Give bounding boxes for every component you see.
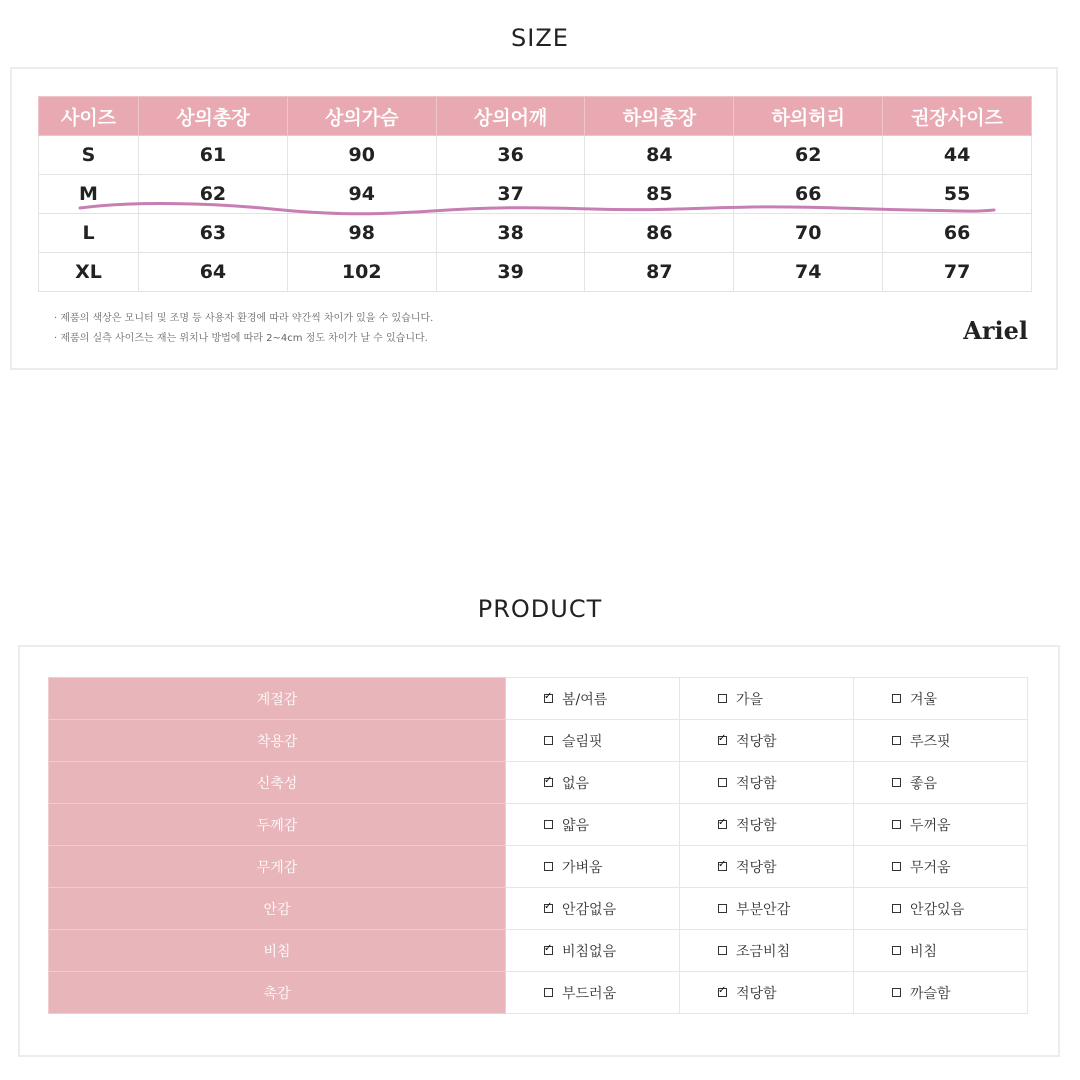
product-option-label: 안감없음 (562, 901, 617, 918)
product-option (680, 888, 854, 930)
size-cell: 39 (436, 253, 585, 292)
product-option-label: 안감있음 (910, 901, 965, 918)
product-row (49, 678, 1028, 720)
size-cell: 74 (734, 253, 883, 292)
size-header-cell: 상의총장 (139, 97, 288, 136)
product-row (49, 930, 1028, 972)
size-cell: 86 (585, 214, 734, 253)
product-option-label: 얇음 (562, 817, 590, 834)
unchecked-box-icon (892, 820, 901, 829)
unchecked-box-icon (544, 736, 553, 745)
product-option-label: 까슬함 (910, 985, 951, 1002)
size-notes (54, 309, 433, 349)
size-header-cell: 하의총장 (585, 97, 734, 136)
product-option (854, 930, 1028, 972)
unchecked-box-icon (718, 778, 727, 787)
product-attribute-label: 안감 (49, 888, 506, 930)
product-option-label: 좋음 (910, 775, 938, 792)
size-table-header-row (39, 97, 1032, 136)
size-cell: 90 (287, 136, 436, 175)
product-option (854, 888, 1028, 930)
unchecked-box-icon (892, 736, 901, 745)
size-cell: 84 (585, 136, 734, 175)
size-cell: 64 (139, 253, 288, 292)
product-option (680, 762, 854, 804)
product-option (506, 678, 680, 720)
product-option-label: 비침없음 (562, 943, 617, 960)
size-cell: 77 (883, 253, 1032, 292)
size-cell: M (39, 175, 139, 214)
unchecked-box-icon (718, 946, 727, 955)
product-option-label: 없음 (562, 775, 590, 792)
unchecked-box-icon (544, 820, 553, 829)
size-cell: 98 (287, 214, 436, 253)
product-attribute-label: 계절감 (49, 678, 506, 720)
product-row (49, 762, 1028, 804)
checked-box-icon (544, 778, 553, 787)
product-option-label: 적당함 (736, 817, 777, 834)
product-option (854, 720, 1028, 762)
product-option (506, 972, 680, 1014)
product-attribute-label: 비침 (49, 930, 506, 972)
size-cell: 44 (883, 136, 1032, 175)
product-option-label: 무거움 (910, 859, 951, 876)
unchecked-box-icon (544, 862, 553, 871)
product-option-label: 조금비침 (736, 943, 791, 960)
size-cell: S (39, 136, 139, 175)
product-option-label: 슬림핏 (562, 733, 603, 750)
size-cell: 36 (436, 136, 585, 175)
size-cell: 66 (734, 175, 883, 214)
product-option-label: 부드러움 (562, 985, 617, 1002)
size-cell: 70 (734, 214, 883, 253)
product-attribute-label: 두께감 (49, 804, 506, 846)
size-cell: XL (39, 253, 139, 292)
product-option (854, 846, 1028, 888)
size-note-line: · 제품의 색상은 모니터 및 조명 등 사용자 환경에 따라 약간씩 차이가 있을 수 있습니다. (54, 313, 434, 324)
size-table (38, 96, 1032, 292)
size-cell: 102 (287, 253, 436, 292)
checked-box-icon (718, 988, 727, 997)
unchecked-box-icon (718, 694, 727, 703)
unchecked-box-icon (892, 988, 901, 997)
size-cell: 62 (734, 136, 883, 175)
product-option (854, 762, 1028, 804)
size-cell: 94 (287, 175, 436, 214)
product-option-label: 겨울 (910, 691, 938, 708)
checked-box-icon (544, 694, 553, 703)
product-option-label: 비침 (910, 943, 938, 960)
size-cell: 63 (139, 214, 288, 253)
product-row (49, 846, 1028, 888)
product-attribute-label: 촉감 (49, 972, 506, 1014)
size-header-cell: 하의허리 (734, 97, 883, 136)
product-row (49, 804, 1028, 846)
size-cell: L (39, 214, 139, 253)
brand-logo: Ariel (963, 316, 1028, 345)
product-option (680, 720, 854, 762)
product-info-panel (18, 645, 1060, 1057)
size-chart-panel (10, 67, 1058, 370)
product-attribute-label: 신축성 (49, 762, 506, 804)
product-row (49, 720, 1028, 762)
size-cell: 61 (139, 136, 288, 175)
unchecked-box-icon (892, 946, 901, 955)
product-option (680, 846, 854, 888)
product-option (680, 678, 854, 720)
product-option-label: 적당함 (736, 859, 777, 876)
checked-box-icon (718, 862, 727, 871)
size-row-xl (39, 253, 1032, 292)
unchecked-box-icon (892, 904, 901, 913)
product-option (506, 804, 680, 846)
product-option-label: 가벼움 (562, 859, 603, 876)
product-option-label: 봄/여름 (562, 691, 608, 708)
product-option (854, 804, 1028, 846)
product-option (506, 762, 680, 804)
size-cell: 37 (436, 175, 585, 214)
product-option (506, 930, 680, 972)
size-note-line: · 제품의 실측 사이즈는 재는 위치나 방법에 따라 2~4cm 정도 차이가 날 수 있습니다. (54, 333, 428, 344)
size-row-m (39, 175, 1032, 214)
product-option-label: 적당함 (736, 733, 777, 750)
product-option (680, 804, 854, 846)
product-option-label: 부분안감 (736, 901, 791, 918)
product-section-title: PRODUCT (477, 595, 603, 623)
product-table (48, 677, 1028, 1014)
product-option (506, 846, 680, 888)
product-attribute-label: 무게감 (49, 846, 506, 888)
product-option (680, 930, 854, 972)
product-option-label: 적당함 (736, 985, 777, 1002)
unchecked-box-icon (718, 904, 727, 913)
size-cell: 66 (883, 214, 1032, 253)
product-option (506, 720, 680, 762)
size-cell: 85 (585, 175, 734, 214)
size-header-cell: 권장사이즈 (883, 97, 1032, 136)
checked-box-icon (718, 736, 727, 745)
size-cell: 87 (585, 253, 734, 292)
size-header-cell: 사이즈 (39, 97, 139, 136)
product-option-label: 두꺼움 (910, 817, 951, 834)
product-option (854, 972, 1028, 1014)
product-option-label: 루즈핏 (910, 733, 951, 750)
product-option (506, 888, 680, 930)
checked-box-icon (544, 904, 553, 913)
unchecked-box-icon (892, 778, 901, 787)
checked-box-icon (718, 820, 727, 829)
size-section-title: SIZE (511, 24, 569, 52)
checked-box-icon (544, 946, 553, 955)
product-option-label: 적당함 (736, 775, 777, 792)
size-cell: 38 (436, 214, 585, 253)
size-cell: 62 (139, 175, 288, 214)
product-option (854, 678, 1028, 720)
product-option-label: 가을 (736, 691, 764, 708)
size-cell: 55 (883, 175, 1032, 214)
size-row-s (39, 136, 1032, 175)
size-row-l (39, 214, 1032, 253)
size-header-cell: 상의어깨 (436, 97, 585, 136)
unchecked-box-icon (892, 694, 901, 703)
product-row (49, 972, 1028, 1014)
unchecked-box-icon (544, 988, 553, 997)
unchecked-box-icon (892, 862, 901, 871)
product-attribute-label: 착용감 (49, 720, 506, 762)
product-row (49, 888, 1028, 930)
product-option (680, 972, 854, 1014)
size-header-cell: 상의가슴 (287, 97, 436, 136)
